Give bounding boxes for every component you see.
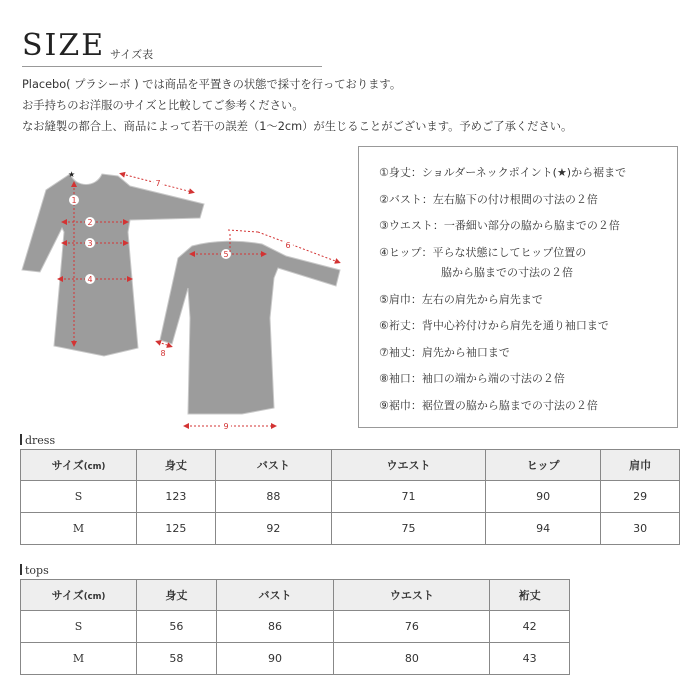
table-cell: 80 <box>334 643 490 675</box>
table-cell: 86 <box>216 611 334 643</box>
column-header: 裄丈 <box>490 580 570 611</box>
table-cell: 90 <box>486 481 601 513</box>
column-header: ウエスト <box>332 450 486 481</box>
legend-item: ⑦袖丈：肩先から袖口まで <box>379 345 510 359</box>
column-header: 身丈 <box>137 580 217 611</box>
legend-item: ③ウエスト：一番細い部分の脇から脇までの２倍 <box>379 219 620 232</box>
table-cell: 30 <box>601 513 680 545</box>
column-header: バスト <box>216 580 334 611</box>
legend-item: ⑨裾巾：裾位置の脇から脇までの寸法の２倍 <box>379 398 598 412</box>
intro-text <box>22 74 572 137</box>
dress-size-table <box>20 449 680 545</box>
page-title: SIZE <box>22 28 106 63</box>
table-cell: 76 <box>334 611 490 643</box>
dress-back-illustration <box>160 241 340 414</box>
size-cell: S <box>21 481 137 513</box>
column-header: ウエスト <box>334 580 490 611</box>
label-8: 8 <box>160 349 166 358</box>
table-cell: 123 <box>137 481 216 513</box>
table-row <box>21 611 570 643</box>
tops-size-table <box>20 579 570 675</box>
table-row <box>21 481 680 513</box>
label-6: 6 <box>285 241 291 250</box>
size-cell: M <box>21 513 137 545</box>
label-3: 3 <box>87 239 93 248</box>
size-header: サイズ(cm) <box>21 450 137 481</box>
table-row <box>21 643 570 675</box>
measurement-diagram <box>18 158 348 438</box>
size-header: サイズ(cm) <box>21 580 137 611</box>
label-5: 5 <box>223 250 229 259</box>
intro-line: なお縫製の都合上、商品によって若干の誤差（1〜2cm）が生じることがございます。予めご了承ください。 <box>22 120 573 133</box>
table-cell: 90 <box>216 643 334 675</box>
label-1: 1 <box>71 196 77 205</box>
legend-item: ④ヒップ：平らな状態にしてヒップ位置の 脇から脇までの寸法の２倍 <box>379 245 587 279</box>
intro-line: お手持ちのお洋服のサイズと比較してご参考ください。 <box>22 99 304 112</box>
size-cell: S <box>21 611 137 643</box>
label-2: 2 <box>87 218 93 227</box>
table-cell: 94 <box>486 513 601 545</box>
legend-item: ⑤肩巾：左右の肩先から肩先まで <box>379 292 543 306</box>
legend-item: ②バスト：左右脇下の付け根間の寸法の２倍 <box>379 192 598 206</box>
column-header: 肩巾 <box>601 450 680 481</box>
size-title-block <box>22 28 105 63</box>
table-cell: 29 <box>601 481 680 513</box>
label-9: 9 <box>223 422 229 431</box>
intro-line: Placebo( プラシーボ ) では商品を平置きの状態で採寸を行っております。 <box>22 78 402 91</box>
table-cell: 71 <box>332 481 486 513</box>
table-cell: 56 <box>137 611 217 643</box>
legend-item: ⑥裄丈：背中心衿付けから肩先を通り袖口まで <box>379 319 609 332</box>
table-row <box>21 513 680 545</box>
label-4: 4 <box>87 275 93 284</box>
column-header: ヒップ <box>486 450 601 481</box>
page-subtitle: サイズ表 <box>110 48 154 61</box>
dress-section-label: dress <box>20 434 55 447</box>
column-header: 身丈 <box>137 450 216 481</box>
neck-point-star-icon: ★ <box>68 170 76 179</box>
label-7: 7 <box>155 179 161 188</box>
measurement-legend <box>358 146 678 428</box>
title-divider <box>22 66 322 67</box>
legend-item: ⑧袖口：袖口の端から端の寸法の２倍 <box>379 372 565 385</box>
table-cell: 43 <box>490 643 570 675</box>
table-cell: 42 <box>490 611 570 643</box>
table-cell: 58 <box>137 643 217 675</box>
table-cell: 88 <box>215 481 331 513</box>
legend-item: ①身丈：ショルダーネックポイント(★)から裾まで <box>379 166 627 179</box>
column-header: バスト <box>215 450 331 481</box>
table-cell: 125 <box>137 513 216 545</box>
size-cell: M <box>21 643 137 675</box>
tops-section-label: tops <box>20 564 49 577</box>
table-cell: 75 <box>332 513 486 545</box>
table-cell: 92 <box>215 513 331 545</box>
